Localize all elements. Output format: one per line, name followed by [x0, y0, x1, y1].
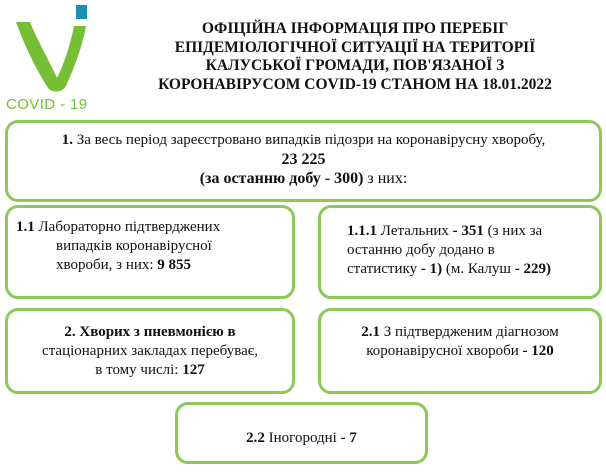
item-number: 1.1: [16, 219, 35, 235]
confirmed-diagnosis-value: - 120: [522, 343, 554, 359]
item-text: (з них за: [483, 223, 543, 239]
page-title: [108, 20, 602, 94]
total-cases-value: 23 225: [281, 151, 326, 168]
logo-caption: COVID - 19: [6, 96, 88, 113]
pneumonia-hospitalized-box: [5, 308, 295, 394]
title-line: КОРОНАВІРУСОМ COVID-19 СТАНОМ НА 18.01.2022: [158, 75, 552, 93]
item-number: 2.1: [361, 324, 380, 340]
item-text: коронавірусної хвороби: [366, 343, 523, 359]
item-text: хвороби, з них:: [56, 257, 158, 273]
nonresident-box: [175, 402, 428, 464]
item-text: останню добу додано в: [347, 242, 495, 258]
item-text: в тому числі:: [95, 362, 183, 378]
item-text: випадків коронавірусної: [56, 238, 212, 254]
item-text: Летальних: [377, 223, 453, 239]
lab-confirmed-box: [5, 205, 295, 299]
deaths-box: [318, 205, 602, 299]
item-text: За весь період зареєстровано випадків підозри на коронавірусну хворобу,: [72, 132, 546, 148]
pneumonia-value: 127: [182, 362, 205, 378]
item-text: З підтвердженим діагнозом: [379, 324, 559, 340]
title-line: ОФІЦІЙНА ІНФОРМАЦІЯ ПРО ПЕРЕБІГ: [201, 20, 509, 37]
confirmed-diagnosis-box: [318, 308, 602, 394]
item-text: (м. Калуш: [442, 261, 515, 277]
deaths-kalush-value: - 229): [514, 261, 551, 277]
item-number: 1.1.1: [347, 223, 377, 239]
total-suspected-cases-box: [5, 120, 602, 202]
item-text: Хворих з пневмонією в: [75, 324, 236, 340]
last-day-value: (за останню добу - 300): [199, 170, 364, 187]
title-line: КАЛУСЬКОЇ ГРОМАДИ, ПОВ'ЯЗАНОЇ З: [205, 57, 505, 74]
nonresident-value: - 7: [340, 430, 357, 446]
item-suffix: з них:: [363, 170, 408, 187]
lab-confirmed-value: 9 855: [157, 257, 192, 273]
item-text: Іногородні: [264, 430, 341, 446]
title-line: ЕПІДЕМІОЛОГІЧНОЇ СИТУАЦІЇ НА ТЕРИТОРІЇ: [174, 38, 536, 56]
item-number: 1.: [61, 132, 73, 148]
covid-logo: [4, 4, 108, 116]
item-text: статистику: [347, 261, 421, 277]
deaths-last-day-value: - 1): [420, 261, 443, 277]
item-text: Лабораторно підтверджених: [34, 219, 221, 235]
item-text: стаціонарних закладах перебуває,: [42, 343, 258, 359]
deaths-value: - 351: [452, 223, 484, 239]
covid-v-logo-icon: [12, 4, 102, 96]
item-number: 2.: [64, 324, 76, 340]
item-number: 2.2: [246, 430, 265, 446]
